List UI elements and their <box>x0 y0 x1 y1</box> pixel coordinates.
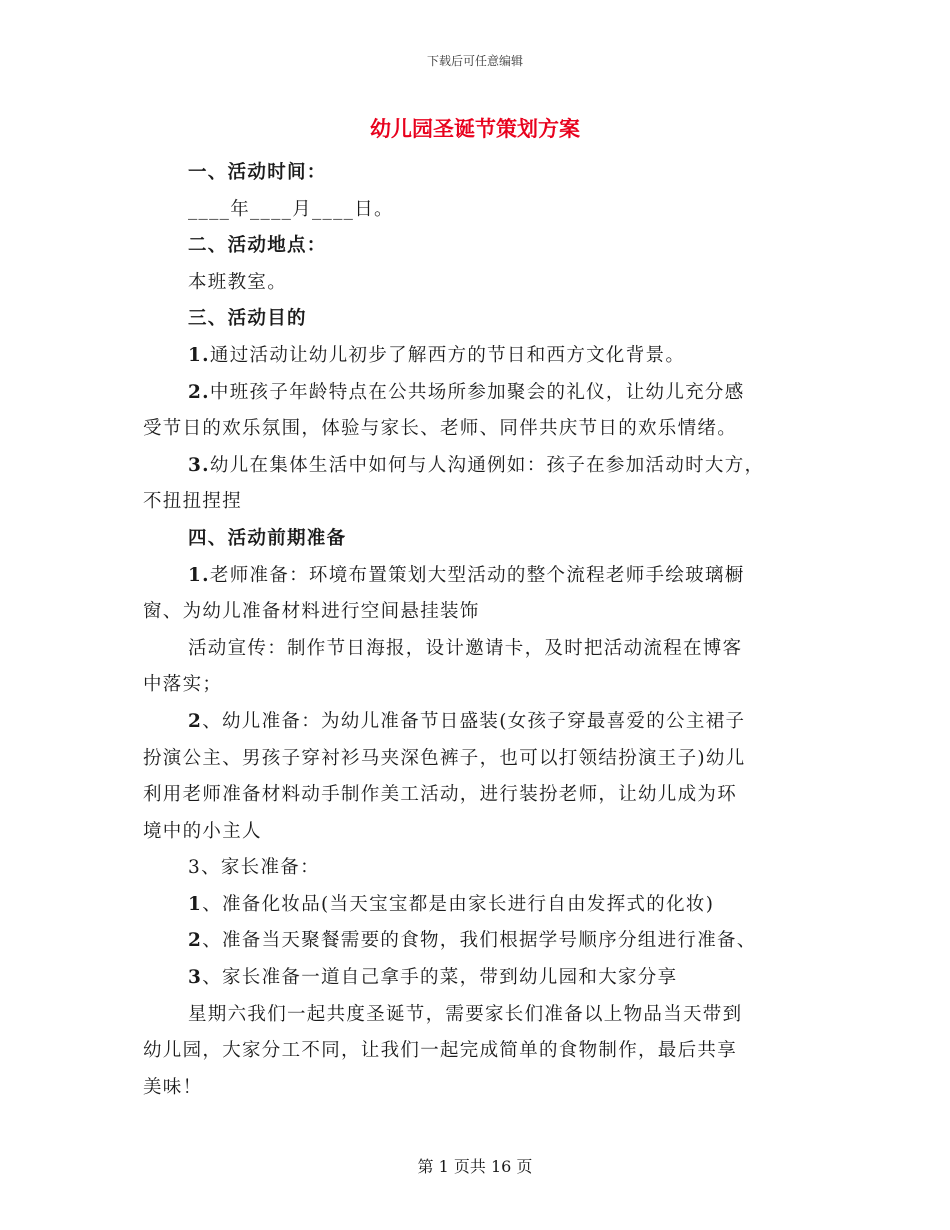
parents-item-3-text: 、家长准备一道自己拿手的菜，带到幼儿园和大家分享 <box>202 967 678 989</box>
parents-item-1-number: 1 <box>188 893 203 915</box>
section-heading-preparation: 四、活动前期准备 <box>188 527 347 549</box>
prep-teacher-text: 老师准备：环境布置策划大型活动的整个流程老师手绘玻璃橱 <box>209 564 745 586</box>
purpose-item-2 <box>143 375 813 412</box>
prep-children-continued-1: 扮演公主、男孩子穿衬衫马夹深色裤子，也可以打领结扮演王子)幼儿 <box>143 747 746 769</box>
parents-item-3 <box>143 960 813 997</box>
activity-place: 本班教室。 <box>188 271 288 293</box>
page-number-footer: 第 1 页共 16 页 <box>417 1157 533 1176</box>
prep-parents-heading: 3、家长准备： <box>188 857 320 879</box>
parents-item-2-text: 、准备当天聚餐需要的食物，我们根据学号顺序分组进行准备、 <box>202 930 757 952</box>
prep-promotion: 活动宣传：制作节日海报，设计邀请卡，及时把活动流程在博客 <box>188 637 743 659</box>
prep-teacher-continued: 窗、为幼儿准备材料进行空间悬挂装饰 <box>143 601 480 623</box>
closing-paragraph-continued-1: 幼儿园，大家分工不同，让我们一起完成简单的食物制作，最后共享 <box>143 1040 738 1062</box>
prep-children-number: 2 <box>188 710 203 732</box>
section-heading-place: 二、活动地点： <box>188 235 327 257</box>
closing-paragraph-continued-2: 美味！ <box>143 1076 203 1098</box>
purpose-item-2-number: 2. <box>188 381 210 403</box>
prep-children <box>143 704 813 741</box>
prep-children-continued-2: 利用老师准备材料动手制作美工活动，进行装扮老师，让幼儿成为环 <box>143 784 738 806</box>
purpose-item-1-text: 通过活动让幼儿初步了解西方的节日和西方文化背景。 <box>209 344 686 366</box>
parents-item-2 <box>143 923 813 960</box>
prep-promotion-continued: 中落实； <box>143 674 223 696</box>
purpose-item-2-text: 中班孩子年龄特点在公共场所参加聚会的礼仪，让幼儿充分感 <box>209 381 745 403</box>
section-heading-purpose: 三、活动目的 <box>188 308 307 330</box>
parents-item-2-number: 2 <box>188 930 203 952</box>
prep-children-text: 、幼儿准备：为幼儿准备节日盛装(女孩子穿最喜爱的公主裙子 <box>202 710 746 732</box>
purpose-item-3-text: 幼儿在集体生活中如何与人沟通例如：孩子在参加活动时大方， <box>209 454 765 476</box>
parents-item-1-text: 、准备化妆品(当天宝宝都是由家长进行自由发挥式的化妆) <box>202 893 715 915</box>
purpose-item-1 <box>143 338 813 375</box>
purpose-item-3-number: 3. <box>188 454 210 476</box>
purpose-item-2-continued: 受节日的欢乐氛围，体验与家长、老师、同伴共庆节日的欢乐情绪。 <box>143 418 738 440</box>
activity-date-blank: ____年____月____日。 <box>188 198 394 220</box>
prep-teacher <box>143 558 813 595</box>
prep-children-continued-3: 境中的小主人 <box>143 820 262 842</box>
purpose-item-1-number: 1. <box>188 344 210 366</box>
purpose-item-3 <box>143 448 813 485</box>
document-body <box>143 155 813 1106</box>
page-header-note: 下载后可任意编辑 <box>426 54 523 68</box>
parents-item-3-number: 3 <box>188 967 203 989</box>
prep-teacher-number: 1. <box>188 564 210 586</box>
purpose-item-3-continued: 不扭扭捏捏 <box>143 491 243 513</box>
section-heading-time: 一、活动时间： <box>188 162 327 183</box>
document-title: 幼儿园圣诞节策划方案 <box>370 116 580 141</box>
parents-item-1 <box>143 887 813 924</box>
closing-paragraph: 星期六我们一起共度圣诞节，需要家长们准备以上物品当天带到 <box>188 1003 743 1025</box>
